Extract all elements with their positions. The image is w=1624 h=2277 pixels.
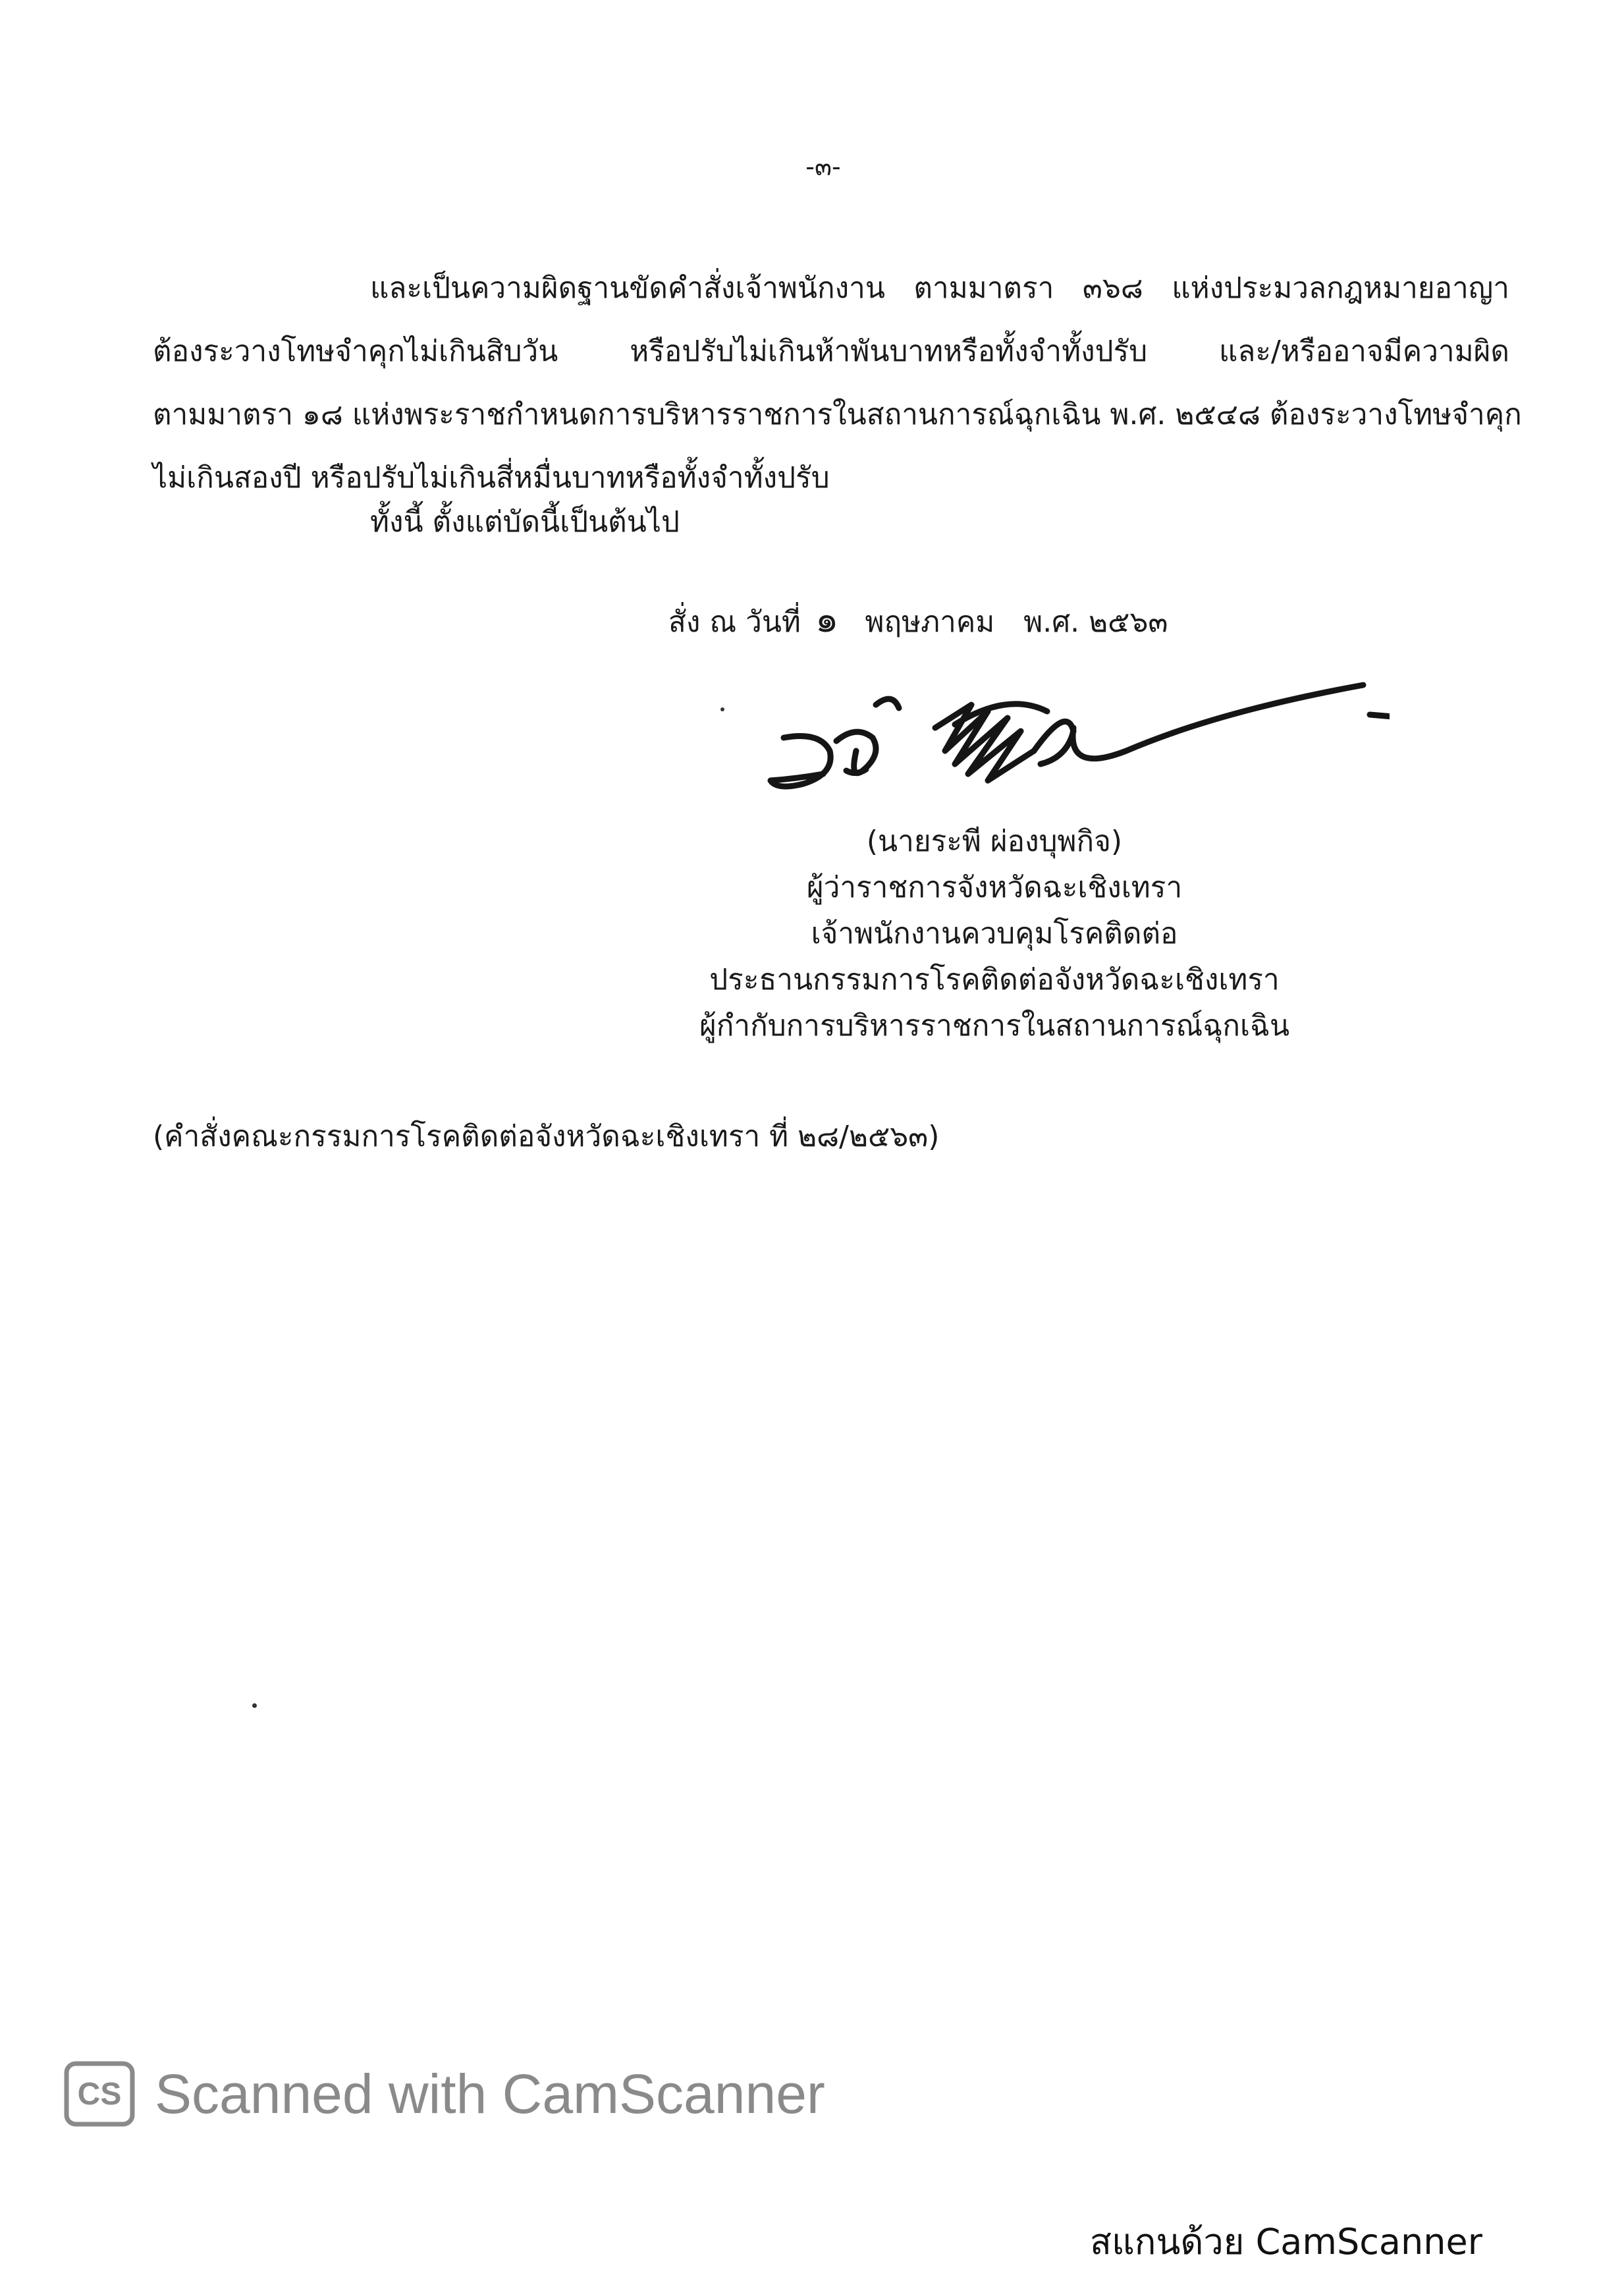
signer-title: ประธานกรรมการโรคติดต่อจังหวัดฉะเชิงเทรา bbox=[709, 963, 1280, 997]
scan-speck bbox=[252, 1703, 257, 1708]
order-date-prefix: สั่ง ณ วันที่ bbox=[668, 605, 801, 639]
signer-title: เจ้าพนักงานควบคุมโรคติดต่อ bbox=[811, 917, 1178, 950]
order-date bbox=[668, 590, 1168, 648]
order-date-day: ๑ bbox=[815, 598, 839, 641]
signer-title: ผู้ว่าราชการจังหวัดฉะเชิงเทรา bbox=[806, 871, 1183, 904]
effective-clause bbox=[153, 491, 1509, 554]
page-number: -๓- bbox=[805, 152, 841, 181]
handwritten-signature bbox=[757, 665, 1390, 810]
scan-speck bbox=[720, 707, 724, 711]
signer-title: ผู้กำกับการบริหารราชการในสถานการณ์ฉุกเฉิน bbox=[699, 1009, 1290, 1043]
signer-block bbox=[659, 819, 1330, 1049]
paragraph-line: และเป็นความผิดฐานขัดคำสั่งเจ้าพนักงาน ตามมาตรา ๓๖๘ แห่งประมวลกฎหมายอาญา bbox=[370, 271, 1509, 305]
camscanner-logo-text: CS bbox=[77, 2077, 122, 2112]
order-date-month: พฤษภาคม bbox=[865, 605, 995, 639]
order-paragraph bbox=[153, 257, 1522, 510]
paragraph-line: ต้องระวางโทษจำคุกไม่เกินสิบวัน หรือปรับไม่เกินห้าพันบาทหรือทั้งจำทั้งปรับ และ/หรืออาจมีความผิด bbox=[153, 335, 1509, 368]
paragraph-line: ไม่เกินสองปี หรือปรับไม่เกินสี่หมื่นบาทหรือทั้งจำทั้งปรับ bbox=[153, 461, 830, 495]
order-date-year: พ.ศ. ๒๕๖๓ bbox=[1023, 605, 1168, 639]
signer-name: (นายระพี ผ่องบุพกิจ) bbox=[866, 825, 1123, 858]
camscanner-text: Scanned with CamScanner bbox=[155, 2062, 825, 2125]
order-reference: (คำสั่งคณะกรรมการโรคติดต่อจังหวัดฉะเชิงเทรา ที่ ๒๘/๒๕๖๓) bbox=[153, 1120, 940, 1153]
camscanner-watermark bbox=[64, 2058, 825, 2130]
effective-text: ทั้งนี้ ตั้งแต่บัดนี้เป็นต้นไป bbox=[370, 505, 680, 539]
scan-footer: สแกนด้วย CamScanner bbox=[1090, 2221, 1482, 2263]
camscanner-logo-icon bbox=[64, 2061, 135, 2127]
paragraph-line: ตามมาตรา ๑๘ แห่งพระราชกำหนดการบริหารราชการในสถานการณ์ฉุกเฉิน พ.ศ. ๒๕๔๘ ต้องระวางโทษจำคุก bbox=[153, 398, 1522, 431]
